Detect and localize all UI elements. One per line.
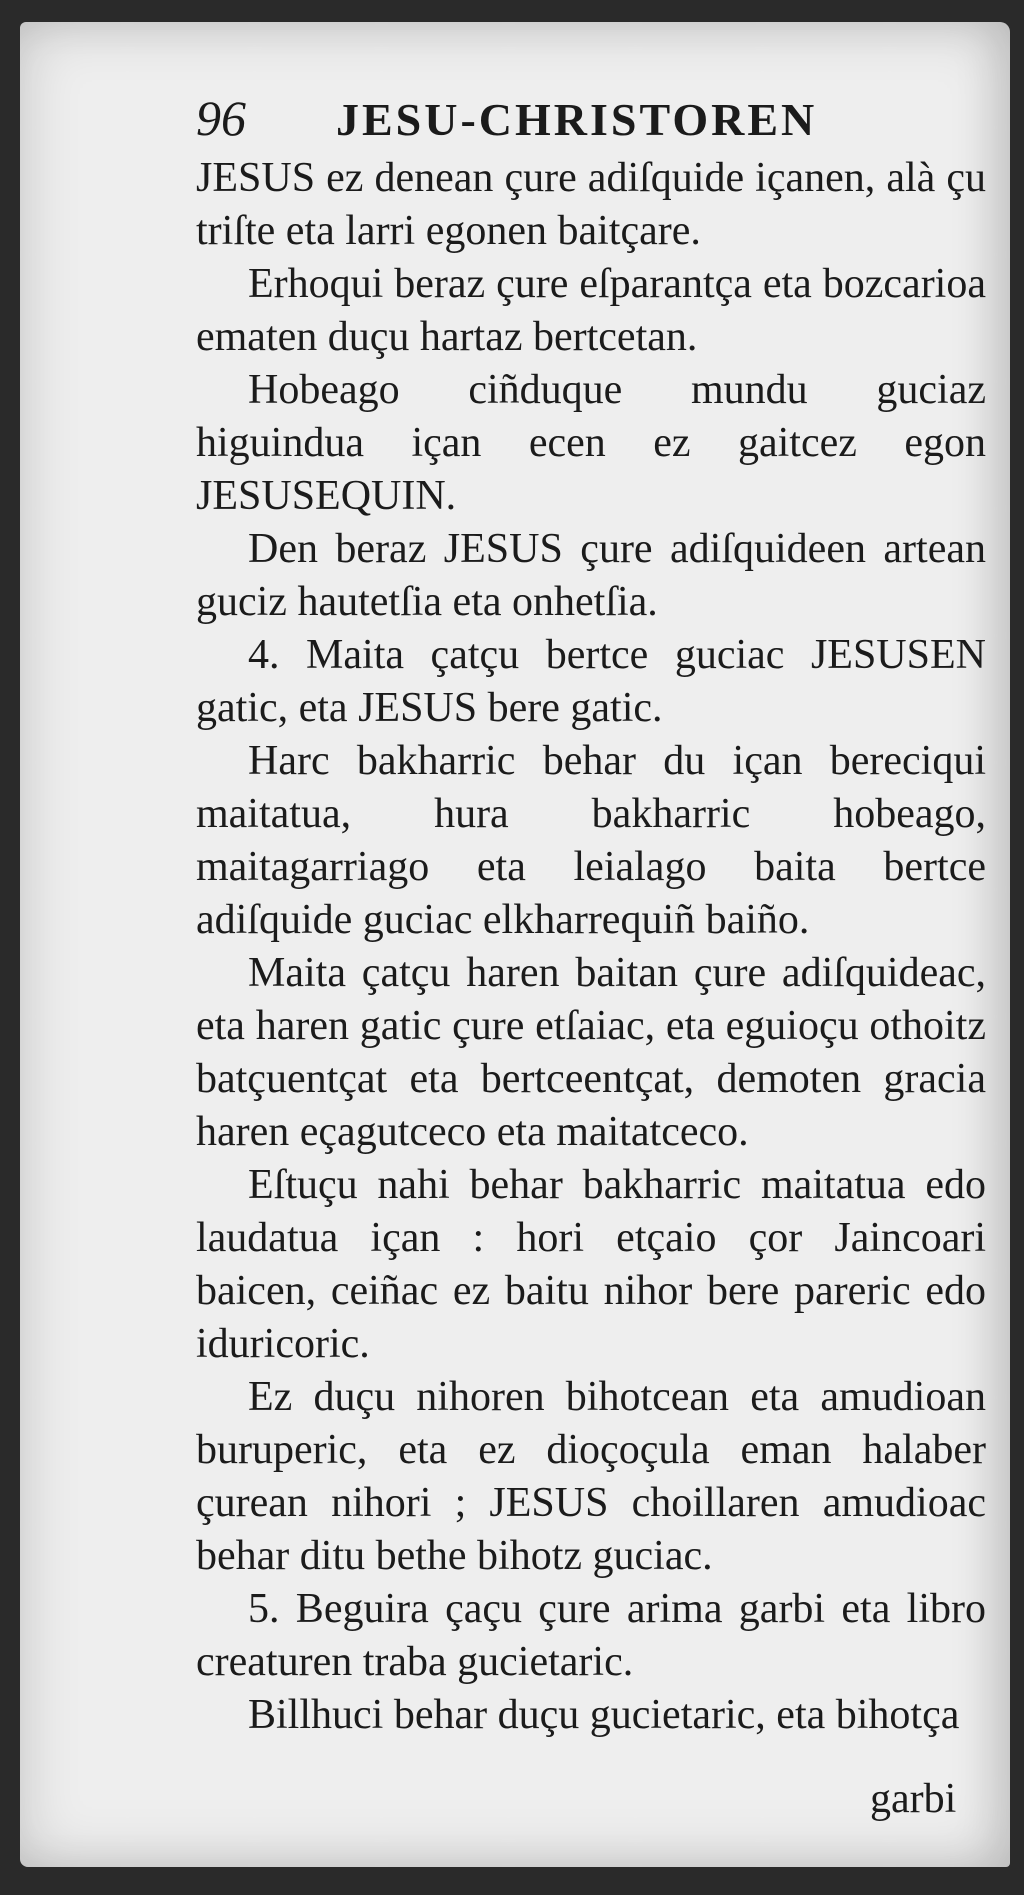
page-text (196, 92, 986, 1742)
page-number: 96 (196, 90, 246, 146)
paragraph: Maita çatçu haren baitan çure adiſquideac, eta haren gatic çure etſaiac, eta eguioçu othoitz batçuentçat eta bertceentçat, demoten gracia haren eçagutceco eta maitatceco. (196, 950, 986, 1155)
paragraph: Ez duçu nihoren bihotcean eta amudioan buruperic, eta ez dioçoçula eman halaber çurean nihori ; JESUS choillaren amudioac behar ditu bethe bihotz guciac. (196, 1374, 986, 1579)
paragraph: 5. Beguira çaçu çure arima garbi eta libro creaturen traba gucietaric. (196, 1586, 986, 1685)
running-title: JESU-CHRISTOREN (336, 94, 818, 145)
paragraph: Erhoqui beraz çure eſparantça eta bozcarioa ematen duçu hartaz bertcetan. (196, 261, 986, 360)
paragraph: Billhuci behar duçu gucietaric, eta bihotça (248, 1692, 960, 1738)
paragraph: 4. Maita çatçu bertce guciac JESUSEN gatic, eta JESUS bere gatic. (196, 632, 986, 731)
catchword: garbi (870, 1776, 957, 1822)
paragraph: Harc bakharric behar du içan bereciqui maitatua, hura bakharric hobeago, maitagarriago eta leialago baita bertce adiſquide guciac elkharrequiñ baiño. (196, 738, 986, 943)
running-head (196, 92, 986, 152)
paragraph: JESUS ez denean çure adiſquide içanen, alà çu triſte eta larri egonen baitçare. (196, 155, 986, 254)
paragraph: Hobeago ciñduque mundu guciaz higuindua içan ecen ez gaitcez egon JESUSEQUIN. (196, 367, 986, 519)
paragraph: Eſtuçu nahi behar bakharric maitatua edo laudatua içan : hori etçaio çor Jaincoari baicen, ceiñac ez baitu nihor bere pareric edo iduricoric. (196, 1162, 986, 1367)
paragraph: Den beraz JESUS çure adiſquideen artean guciz hautetſia eta onhetſia. (196, 526, 986, 625)
